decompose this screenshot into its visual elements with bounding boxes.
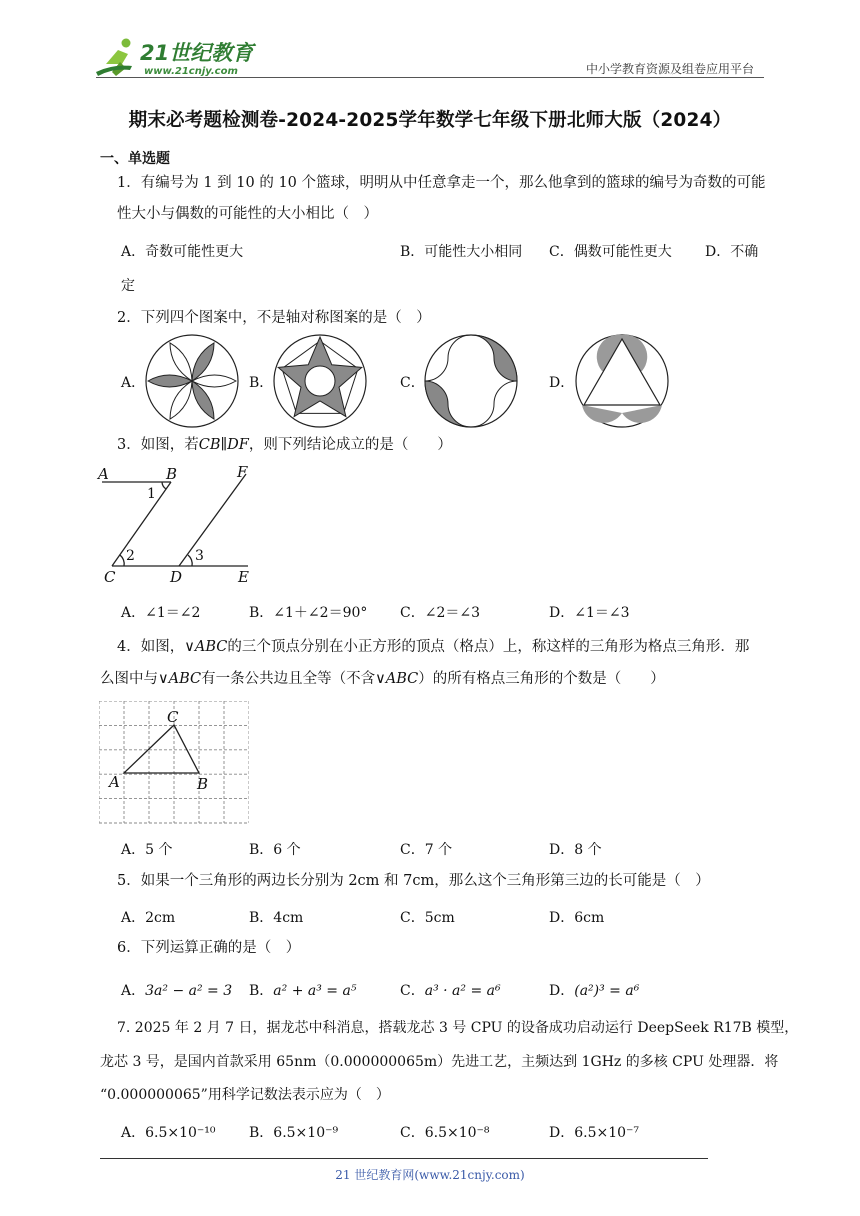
logo-sub-text: www.21cnjy.com (144, 66, 238, 77)
q7-option-a: A．6.5×10⁻¹⁰ (121, 1125, 216, 1141)
q4-line2-d: ∨ABC (375, 671, 419, 687)
q2-option-a: A． (121, 375, 146, 391)
q3-option-d: D．∠1＝∠3 (549, 605, 630, 621)
q3-label-e: E (238, 568, 249, 586)
q1-option-c: C．偶数可能性更大 (549, 244, 672, 260)
q4-line2-c: 有一条公共边且全等（不含 (201, 671, 376, 687)
q4-line2-e: ）的所有格点三角形的个数是（ ） (418, 671, 665, 687)
q3-stem-b: CB∥DF (198, 437, 249, 453)
q1-option-b: B．可能性大小相同 (400, 244, 523, 260)
q2-option-d: D． (549, 375, 575, 391)
header-divider (96, 77, 764, 78)
q4-option-c: C．7 个 (400, 842, 453, 858)
site-logo (92, 34, 262, 78)
q3-stem-c: ，则下列结论成立的是（ ） (248, 437, 452, 453)
q4-stem-line2 (100, 664, 665, 694)
q5-option-b: B．4cm (249, 910, 304, 926)
q1-option-d-cont: 定 (121, 278, 135, 294)
q7-option-d: D．6.5×10⁻⁷ (549, 1125, 640, 1141)
q2-option-c: C． (400, 375, 425, 391)
footer-link[interactable]: 21 世纪教育网(www.21cnjy.com) (335, 1168, 525, 1182)
q7-option-b: B．6.5×10⁻⁹ (249, 1125, 339, 1141)
q3-option-c: C．∠2＝∠3 (400, 605, 480, 621)
q3-stem-a: 3．如图，若 (117, 437, 199, 453)
q2-figure-d-triangle (574, 333, 670, 429)
q4-option-a: A．5 个 (121, 842, 173, 858)
q7-stem-line3: “0.000000065”用科学记数法表示应为（ ） (100, 1087, 390, 1103)
q3-label-a: A (98, 465, 109, 483)
q6-option-c (400, 980, 501, 1000)
q3-option-a: A．∠1＝∠2 (121, 605, 201, 621)
q6-d-label: D． (549, 983, 575, 999)
q2-figure-a-petals (144, 333, 240, 429)
q5-stem: 5．如果一个三角形的两边长分别为 2cm 和 7cm，那么这个三角形第三边的长可能是（ ） (117, 873, 710, 889)
q3-label-b: B (166, 465, 178, 483)
q4-option-b: B．6 个 (249, 842, 301, 858)
q1-stem-line2: 性大小与偶数的可能性的大小相比（ ） (117, 206, 378, 222)
q5-option-d: D．6cm (549, 910, 605, 926)
q4-figure-grid (99, 701, 249, 825)
q6-a-expr: 3a² − a² = 3 (145, 983, 233, 999)
q2-option-b: B． (249, 375, 274, 391)
q6-b-expr: a² + a³ = a⁵ (273, 983, 357, 999)
q3-stem (117, 430, 452, 460)
footer-divider (100, 1158, 708, 1159)
q4-line2-b: ∨ABC (158, 671, 202, 687)
q6-stem: 6．下列运算正确的是（ ） (117, 940, 301, 956)
q3-option-b: B．∠1＋∠2＝90° (249, 605, 368, 621)
q7-stem-line1: 7. 2025 年 2 月 7 日，据龙芯中科消息，搭载龙芯 3 号 CPU 的设备成功启动运行 DeepSeek R17B 模型， (117, 1020, 799, 1036)
q4-line1-b: ∨ABC (184, 639, 228, 655)
q2-figure-c-swirl (423, 333, 519, 429)
section-heading: 一、单选题 (100, 151, 170, 167)
q3-angle-1: 1 (147, 486, 156, 502)
q6-option-d (549, 980, 639, 1000)
q7-stem-line2: 龙芯 3 号，是国内首款采用 65nm（0.000000065m）先进工艺，主频达到 1GHz 的多核 CPU 处理器．将 (100, 1054, 779, 1070)
q6-a-label: A． (121, 983, 146, 999)
q6-d-expr: (a²)³ = a⁶ (574, 983, 640, 999)
logo-main-text: 21世纪教育 (140, 41, 254, 65)
q5-option-a: A．2cm (121, 910, 176, 926)
q4-stem-line1 (117, 632, 749, 662)
page-title: 期末必考题检测卷-2024-2025学年数学七年级下册北师大版（2024） (128, 110, 732, 131)
q3-angle-2: 2 (126, 548, 135, 564)
q4-label-b: B (197, 775, 209, 793)
q1-stem-line1: 1．有编号为 1 到 10 的 10 个篮球，明明从中任意拿走一个，那么他拿到的篮球的编号为奇数的可能 (117, 175, 766, 191)
q2-figure-b-star (272, 333, 368, 429)
q4-label-a: A (109, 773, 120, 791)
q3-figure-parallel-lines (96, 462, 266, 586)
q1-option-d: D．不确 (705, 244, 759, 260)
q3-label-f: F (237, 463, 248, 481)
q1-option-a: A．奇数可能性更大 (121, 244, 244, 260)
q6-c-expr: a³ · a² = a⁶ (424, 983, 501, 999)
runner-logo-icon (96, 39, 132, 77)
q2-stem: 2．下列四个图案中，不是轴对称图案的是（ ） (117, 310, 431, 326)
q6-b-label: B． (249, 983, 274, 999)
q6-option-b (249, 980, 356, 1000)
q4-line1-a: 4．如图， (117, 639, 185, 655)
q6-c-label: C． (400, 983, 425, 999)
q4-option-d: D．8 个 (549, 842, 602, 858)
q5-option-c: C．5cm (400, 910, 455, 926)
q4-line2-a: 么图中与 (100, 671, 158, 687)
q4-line1-c: 的三个顶点分别在小正方形的顶点（格点）上，称这样的三角形为格点三角形．那 (227, 639, 750, 655)
q7-option-c: C．6.5×10⁻⁸ (400, 1125, 490, 1141)
platform-label: 中小学教育资源及组卷应用平台 (585, 62, 754, 76)
q3-label-c: C (104, 568, 116, 586)
q3-angle-3: 3 (195, 548, 204, 564)
q6-option-a (121, 980, 232, 1000)
q4-label-c: C (167, 708, 179, 726)
q3-label-d: D (170, 568, 183, 586)
